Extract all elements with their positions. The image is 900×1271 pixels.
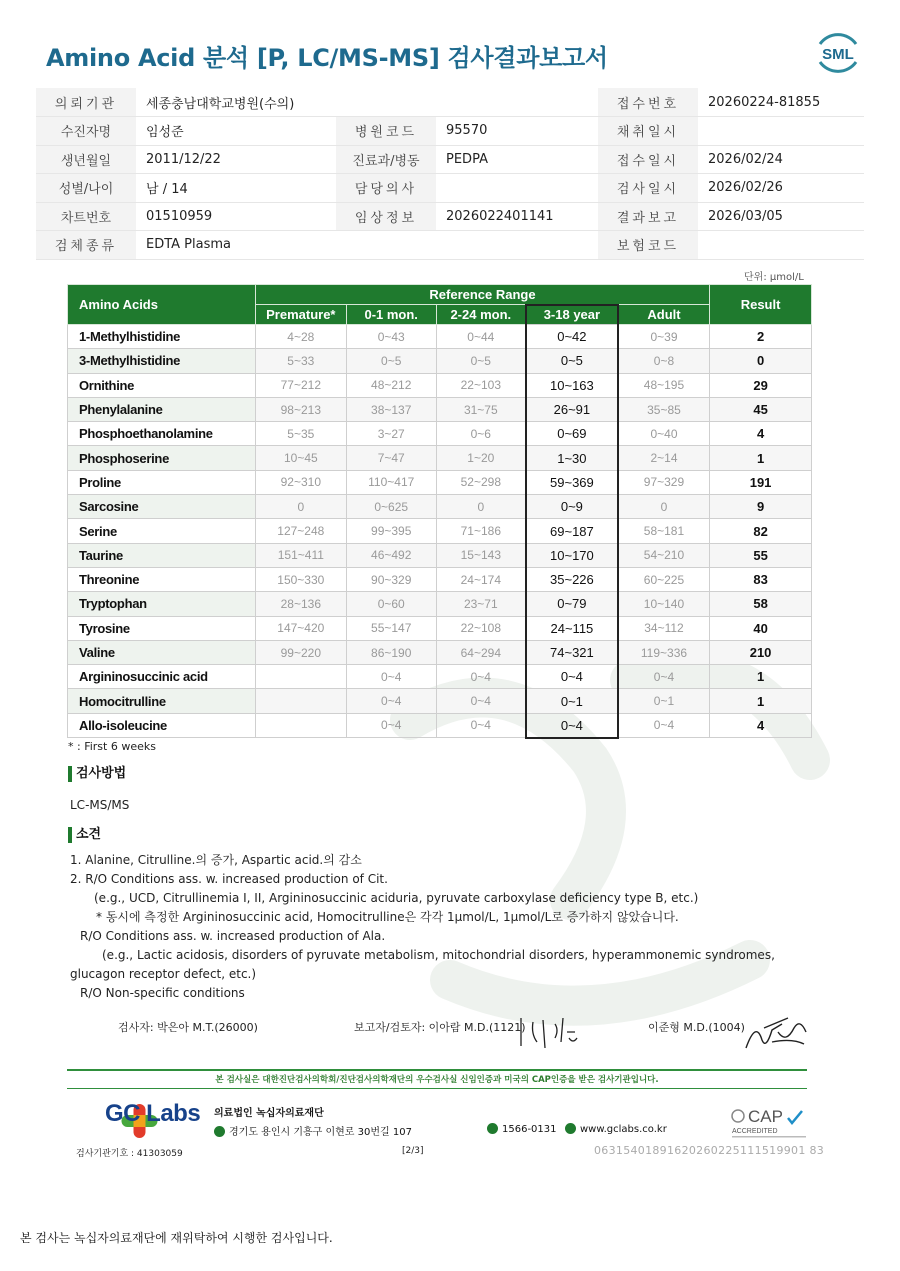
collect-date-label: 채취일시: [598, 117, 698, 146]
reference-range-cell: 58~181: [618, 519, 710, 543]
reference-range-cell: 0~5: [526, 349, 618, 373]
reference-range-cell: 150~330: [255, 567, 346, 591]
reference-range-cell: 90~329: [346, 567, 436, 591]
clinical-value: 2026022401141: [436, 202, 598, 231]
reference-range-cell: 34~112: [618, 616, 710, 640]
reference-range-cell: 3~27: [346, 422, 436, 446]
footnote: * : First 6 weeks: [68, 740, 156, 753]
findings-line: 2. R/O Conditions ass. w. increased production of Cit.: [70, 872, 388, 886]
reference-range-cell: 0~5: [346, 349, 436, 373]
col-3-18-year: 3-18 year: [526, 305, 618, 325]
reference-range-cell: 31~75: [436, 397, 526, 421]
reference-range-cell: 77~212: [255, 373, 346, 397]
result-cell: 210: [710, 640, 812, 664]
doctor-value: [436, 174, 598, 203]
sex-age-value: 남 / 14: [136, 174, 336, 203]
reference-range-cell: 0~44: [436, 325, 526, 349]
reference-range-cell: 35~85: [618, 397, 710, 421]
reference-range-cell: 54~210: [618, 543, 710, 567]
reference-range-cell: 0~4: [346, 665, 436, 689]
tester-name: 검사자: 박은아 M.T.(26000): [118, 1021, 258, 1034]
patient-info-table: [36, 88, 864, 260]
certification-text: 본 검사실은 대한진단검사의학회/진단검사의학재단의 우수검사실 신임인증과 미국의 CAP인증을 받은 검사기관입니다.: [215, 1075, 659, 1085]
table-row: [68, 640, 812, 664]
reference-range-cell: 4~28: [255, 325, 346, 349]
home-icon: [565, 1123, 576, 1134]
cap-logo-subtext: ACCREDITED: [732, 1128, 778, 1135]
reference-range-cell: 26~91: [526, 397, 618, 421]
reference-range-cell: 0~43: [346, 325, 436, 349]
reference-range-cell: 1~30: [526, 446, 618, 470]
reference-range-cell: 23~71: [436, 592, 526, 616]
findings-line: glucagon receptor defect, etc.): [70, 967, 257, 981]
reference-range-cell: 2~14: [618, 446, 710, 470]
clinical-label: 임상정보: [336, 202, 436, 231]
amino-acid-name: Serine: [68, 519, 256, 543]
reference-range-cell: 5~33: [255, 349, 346, 373]
reference-range-cell: 69~187: [526, 519, 618, 543]
table-row: [68, 373, 812, 397]
reference-range-cell: 0~79: [526, 592, 618, 616]
reference-range-cell: 0~4: [346, 713, 436, 737]
reference-range-cell: 0~1: [526, 689, 618, 713]
reference-range-cell: 0~4: [346, 689, 436, 713]
bottom-note: 본 검사는 녹십자의료재단에 재위탁하여 시행한 검사입니다.: [20, 1231, 333, 1245]
table-row: [68, 665, 812, 689]
col-premature: Premature*: [255, 305, 346, 325]
reference-range-cell: 127~248: [255, 519, 346, 543]
reference-range-cell: 10~45: [255, 446, 346, 470]
amino-acid-table: [67, 284, 812, 739]
amino-acid-name: Phosphoserine: [68, 446, 256, 470]
amino-acid-name: Argininosuccinic acid: [68, 665, 256, 689]
reference-range-cell: 52~298: [436, 470, 526, 494]
reporter-name: 보고자/검토자: 이아람 M.D.(1121): [354, 1021, 526, 1034]
reference-range-cell: 119~336: [618, 640, 710, 664]
reference-range-cell: 0~625: [346, 495, 436, 519]
doctor-name: 이준형 M.D.(1004): [648, 1021, 745, 1034]
reference-range-cell: 97~329: [618, 470, 710, 494]
findings-line: R/O Non-specific conditions: [80, 986, 245, 1000]
reference-range-cell: 0~4: [436, 689, 526, 713]
reference-range-cell: 38~137: [346, 397, 436, 421]
result-cell: 9: [710, 495, 812, 519]
table-row: [68, 543, 812, 567]
reference-range-cell: 0~60: [346, 592, 436, 616]
reference-range-cell: 0~39: [618, 325, 710, 349]
receipt-date-value: 2026/02/24: [698, 145, 864, 174]
reference-range-cell: 24~115: [526, 616, 618, 640]
col-reference-range: Reference Range: [255, 285, 709, 305]
result-cell: 55: [710, 543, 812, 567]
hospital-code-label: 병원코드: [336, 117, 436, 146]
reference-range-cell: 86~190: [346, 640, 436, 664]
patient-value: 임성준: [136, 117, 336, 146]
result-cell: 1: [710, 446, 812, 470]
amino-acid-name: Ornithine: [68, 373, 256, 397]
unit-label: 단위: μmol/L: [744, 272, 804, 283]
dept-value: PEDPA: [436, 145, 598, 174]
reference-range-cell: 110~417: [346, 470, 436, 494]
amino-acid-rows: [68, 325, 812, 738]
cert-divider-bottom: [67, 1088, 807, 1089]
dept-label: 진료과/병동: [336, 145, 436, 174]
reference-range-cell: 99~395: [346, 519, 436, 543]
table-row: [68, 422, 812, 446]
reference-range-cell: 74~321: [526, 640, 618, 664]
insurance-label: 보험코드: [598, 231, 698, 260]
table-row: [68, 446, 812, 470]
location-pin-icon: [214, 1126, 225, 1137]
table-row: [68, 567, 812, 591]
table-row: [68, 519, 812, 543]
result-cell: 4: [710, 422, 812, 446]
result-cell: 29: [710, 373, 812, 397]
chart-no-label: 차트번호: [36, 202, 136, 231]
amino-acid-name: Tyrosine: [68, 616, 256, 640]
reference-range-cell: 60~225: [618, 567, 710, 591]
reference-range-cell: [255, 713, 346, 737]
reference-range-cell: 10~140: [618, 592, 710, 616]
amino-acid-name: Taurine: [68, 543, 256, 567]
specimen-label: 검체종류: [36, 231, 136, 260]
method-value: LC-MS/MS: [70, 798, 130, 812]
lab-code: 검사기관기호 : 41303059: [76, 1149, 183, 1159]
test-date-value: 2026/02/26: [698, 174, 864, 203]
table-row: [68, 689, 812, 713]
reference-range-cell: 24~174: [436, 567, 526, 591]
col-adult: Adult: [618, 305, 710, 325]
reference-range-cell: 15~143: [436, 543, 526, 567]
amino-acid-name: Tryptophan: [68, 592, 256, 616]
chart-no-value: 01510959: [136, 202, 336, 231]
amino-acid-name: Phenylalanine: [68, 397, 256, 421]
reference-range-cell: 98~213: [255, 397, 346, 421]
reference-range-cell: 0: [436, 495, 526, 519]
reference-range-cell: 28~136: [255, 592, 346, 616]
foundation-name: 의료법인 녹십자의료재단: [214, 1108, 324, 1119]
reference-range-cell: 48~212: [346, 373, 436, 397]
reference-range-cell: 0~9: [526, 495, 618, 519]
reference-range-cell: 147~420: [255, 616, 346, 640]
reference-range-cell: 0~4: [618, 713, 710, 737]
collect-date-value: [698, 117, 864, 146]
result-cell: 1: [710, 689, 812, 713]
table-row: [68, 616, 812, 640]
result-cell: 82: [710, 519, 812, 543]
amino-acid-name: Allo-isoleucine: [68, 713, 256, 737]
reference-range-cell: [255, 689, 346, 713]
page-title: Amino Acid 분석 [P, LC/MS-MS] 검사결과보고서: [46, 44, 608, 72]
amino-acid-name: Threonine: [68, 567, 256, 591]
reference-range-cell: 92~310: [255, 470, 346, 494]
phone: [487, 1123, 557, 1135]
report-date-value: 2026/03/05: [698, 202, 864, 231]
findings-line: 1. Alanine, Citrulline.의 증가, Aspartic acid.의 감소: [70, 853, 362, 867]
result-cell: 1: [710, 665, 812, 689]
test-date-label: 검사일시: [598, 174, 698, 203]
reference-range-cell: 0~5: [436, 349, 526, 373]
table-row: [68, 397, 812, 421]
receipt-no-value: 20260224-81855: [698, 88, 864, 117]
reference-range-cell: 55~147: [346, 616, 436, 640]
amino-acid-name: Sarcosine: [68, 495, 256, 519]
findings-heading: 소견: [68, 827, 101, 843]
findings-line: (e.g., UCD, Citrullinemia I, II, Argininosuccinic aciduria, pyruvate carboxylase deficiency type B, etc.): [94, 891, 699, 905]
sex-age-label: 성별/나이: [36, 174, 136, 203]
amino-acid-name: Valine: [68, 640, 256, 664]
col-2-24-mon: 2-24 mon.: [436, 305, 526, 325]
reference-range-cell: 0~40: [618, 422, 710, 446]
col-0-1-mon: 0-1 mon.: [346, 305, 436, 325]
reference-range-cell: 0~69: [526, 422, 618, 446]
reference-range-cell: 48~195: [618, 373, 710, 397]
reference-range-cell: 10~163: [526, 373, 618, 397]
reference-range-cell: 0: [255, 495, 346, 519]
institution-value: 세종충남대학교병원(수의): [136, 88, 598, 117]
sml-logo: [812, 28, 864, 78]
cert-divider-top: [67, 1069, 807, 1071]
table-row: [68, 592, 812, 616]
result-cell: 45: [710, 397, 812, 421]
receipt-no-label: 접수번호: [598, 88, 698, 117]
table-row: [68, 713, 812, 737]
result-cell: 4: [710, 713, 812, 737]
phone-text: 1566-0131: [502, 1124, 557, 1135]
sml-logo-text: SML: [822, 46, 854, 63]
reference-range-cell: 5~35: [255, 422, 346, 446]
page-number: [2/3]: [402, 1146, 424, 1156]
findings-line: * 동시에 측정한 Argininosuccinic acid, Homocitrulline은 각각 1μmol/L, 1μmol/L로 증가하지 않았습니다.: [96, 910, 679, 924]
hospital-code-value: 95570: [436, 117, 598, 146]
reference-range-cell: 0~4: [526, 665, 618, 689]
col-amino-acids: Amino Acids: [68, 285, 256, 325]
result-cell: 2: [710, 325, 812, 349]
result-cell: 191: [710, 470, 812, 494]
method-heading: 검사방법: [68, 766, 126, 782]
website-text[interactable]: www.gclabs.co.kr: [580, 1124, 667, 1135]
result-cell: 58: [710, 592, 812, 616]
result-cell: 0: [710, 349, 812, 373]
reporter-signature: [515, 1012, 581, 1052]
table-row: [68, 495, 812, 519]
report-date-label: 결과보고: [598, 202, 698, 231]
reference-range-cell: 10~170: [526, 543, 618, 567]
dob-value: 2011/12/22: [136, 145, 336, 174]
doctor-label: 담당의사: [336, 174, 436, 203]
result-cell: 40: [710, 616, 812, 640]
reference-range-cell: 0~4: [618, 665, 710, 689]
phone-icon: [487, 1123, 498, 1134]
gc-labs-brand: GC Labs: [105, 1100, 201, 1127]
reference-range-cell: 22~108: [436, 616, 526, 640]
cap-logo-text: CAP: [748, 1107, 783, 1126]
document-id: 06315401891620260225111519901 83: [594, 1144, 825, 1157]
reference-range-cell: 7~47: [346, 446, 436, 470]
insurance-value: [698, 231, 864, 260]
reference-range-cell: 64~294: [436, 640, 526, 664]
table-row: [68, 325, 812, 349]
cap-accredited-logo: [730, 1106, 808, 1140]
reference-range-cell: 99~220: [255, 640, 346, 664]
reference-range-cell: 0~4: [436, 665, 526, 689]
reference-range-cell: 151~411: [255, 543, 346, 567]
amino-acid-name: 1-Methylhistidine: [68, 325, 256, 349]
amino-acid-name: Homocitrulline: [68, 689, 256, 713]
col-result: Result: [710, 285, 812, 325]
table-row: [68, 349, 812, 373]
reference-range-cell: 0~8: [618, 349, 710, 373]
reference-range-cell: 59~369: [526, 470, 618, 494]
reference-range-cell: 0~42: [526, 325, 618, 349]
findings-line: (e.g., Lactic acidosis, disorders of pyruvate metabolism, mitochondrial disorders, hyperammonemic syndromes,: [102, 948, 775, 962]
reference-range-cell: 46~492: [346, 543, 436, 567]
reference-range-cell: [255, 665, 346, 689]
receipt-date-label: 접수일시: [598, 145, 698, 174]
address: [214, 1123, 412, 1138]
patient-label: 수진자명: [36, 117, 136, 146]
doctor-signature: [742, 1010, 810, 1054]
reference-range-cell: 0~1: [618, 689, 710, 713]
reference-range-cell: 1~20: [436, 446, 526, 470]
reference-range-cell: 0~6: [436, 422, 526, 446]
findings-line: R/O Conditions ass. w. increased production of Ala.: [80, 929, 386, 943]
reference-range-cell: 0~4: [436, 713, 526, 737]
amino-acid-name: Proline: [68, 470, 256, 494]
findings-text: [70, 851, 830, 1003]
dob-label: 생년월일: [36, 145, 136, 174]
table-row: [68, 470, 812, 494]
website[interactable]: [565, 1123, 667, 1135]
specimen-value: EDTA Plasma: [136, 231, 598, 260]
reference-range-cell: 22~103: [436, 373, 526, 397]
institution-label: 의뢰기관: [36, 88, 136, 117]
address-text: 경기도 용인시 기흥구 이현로 30번길 107: [229, 1127, 412, 1138]
amino-acid-name: Phosphoethanolamine: [68, 422, 256, 446]
reference-range-cell: 0~4: [526, 713, 618, 737]
amino-acid-name: 3-Methylhistidine: [68, 349, 256, 373]
reference-range-cell: 35~226: [526, 567, 618, 591]
reference-range-cell: 71~186: [436, 519, 526, 543]
reference-range-cell: 0: [618, 495, 710, 519]
result-cell: 83: [710, 567, 812, 591]
